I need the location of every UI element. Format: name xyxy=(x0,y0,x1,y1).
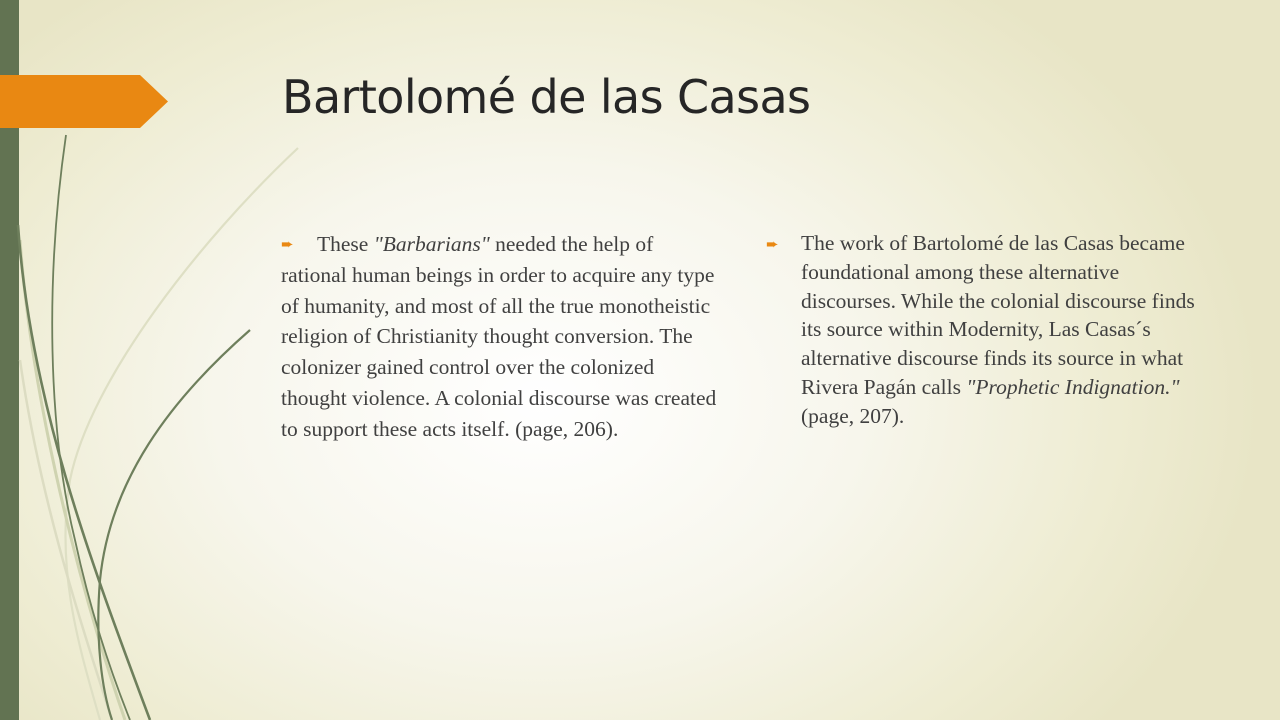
title-arrow-tab xyxy=(0,75,168,128)
left-bullet-item xyxy=(281,229,721,445)
right-bullet-text-start: The work of Bartolomé de las Casas became foundational among these alternative discourses. While the colonial discourse finds its source within Modernity, Las Casas´s alternative discourse finds its source in what Rivera Pagán calls xyxy=(801,231,1195,399)
left-bullet-emphasis: "Barbarians" xyxy=(373,232,490,256)
stem-pale-2 xyxy=(20,240,125,720)
stem-dark-2 xyxy=(18,225,150,720)
left-bullet-text-end: needed the help of rational human beings in order to acquire any type of humanity, and most of all the true monotheistic religion of Christianity thought conversion. The colonizer gained control over the colonized thought violence. A colonial discourse was created to support these acts itself. (page, 206). xyxy=(281,232,717,441)
right-bullet-text xyxy=(766,229,1206,431)
right-bullet-emphasis: "Prophetic Indignation." xyxy=(966,374,1180,399)
left-bullet-text-start: These xyxy=(317,232,374,256)
slide-title: Bartolomé de las Casas xyxy=(282,70,811,124)
stem-dark-3 xyxy=(98,330,250,720)
right-bullet-item xyxy=(766,229,1206,431)
arrow-bullet-icon: ➨ xyxy=(281,235,294,253)
right-bullet-text-end: (page, 207). xyxy=(801,403,905,428)
arrow-bullet-icon: ➨ xyxy=(766,235,779,253)
